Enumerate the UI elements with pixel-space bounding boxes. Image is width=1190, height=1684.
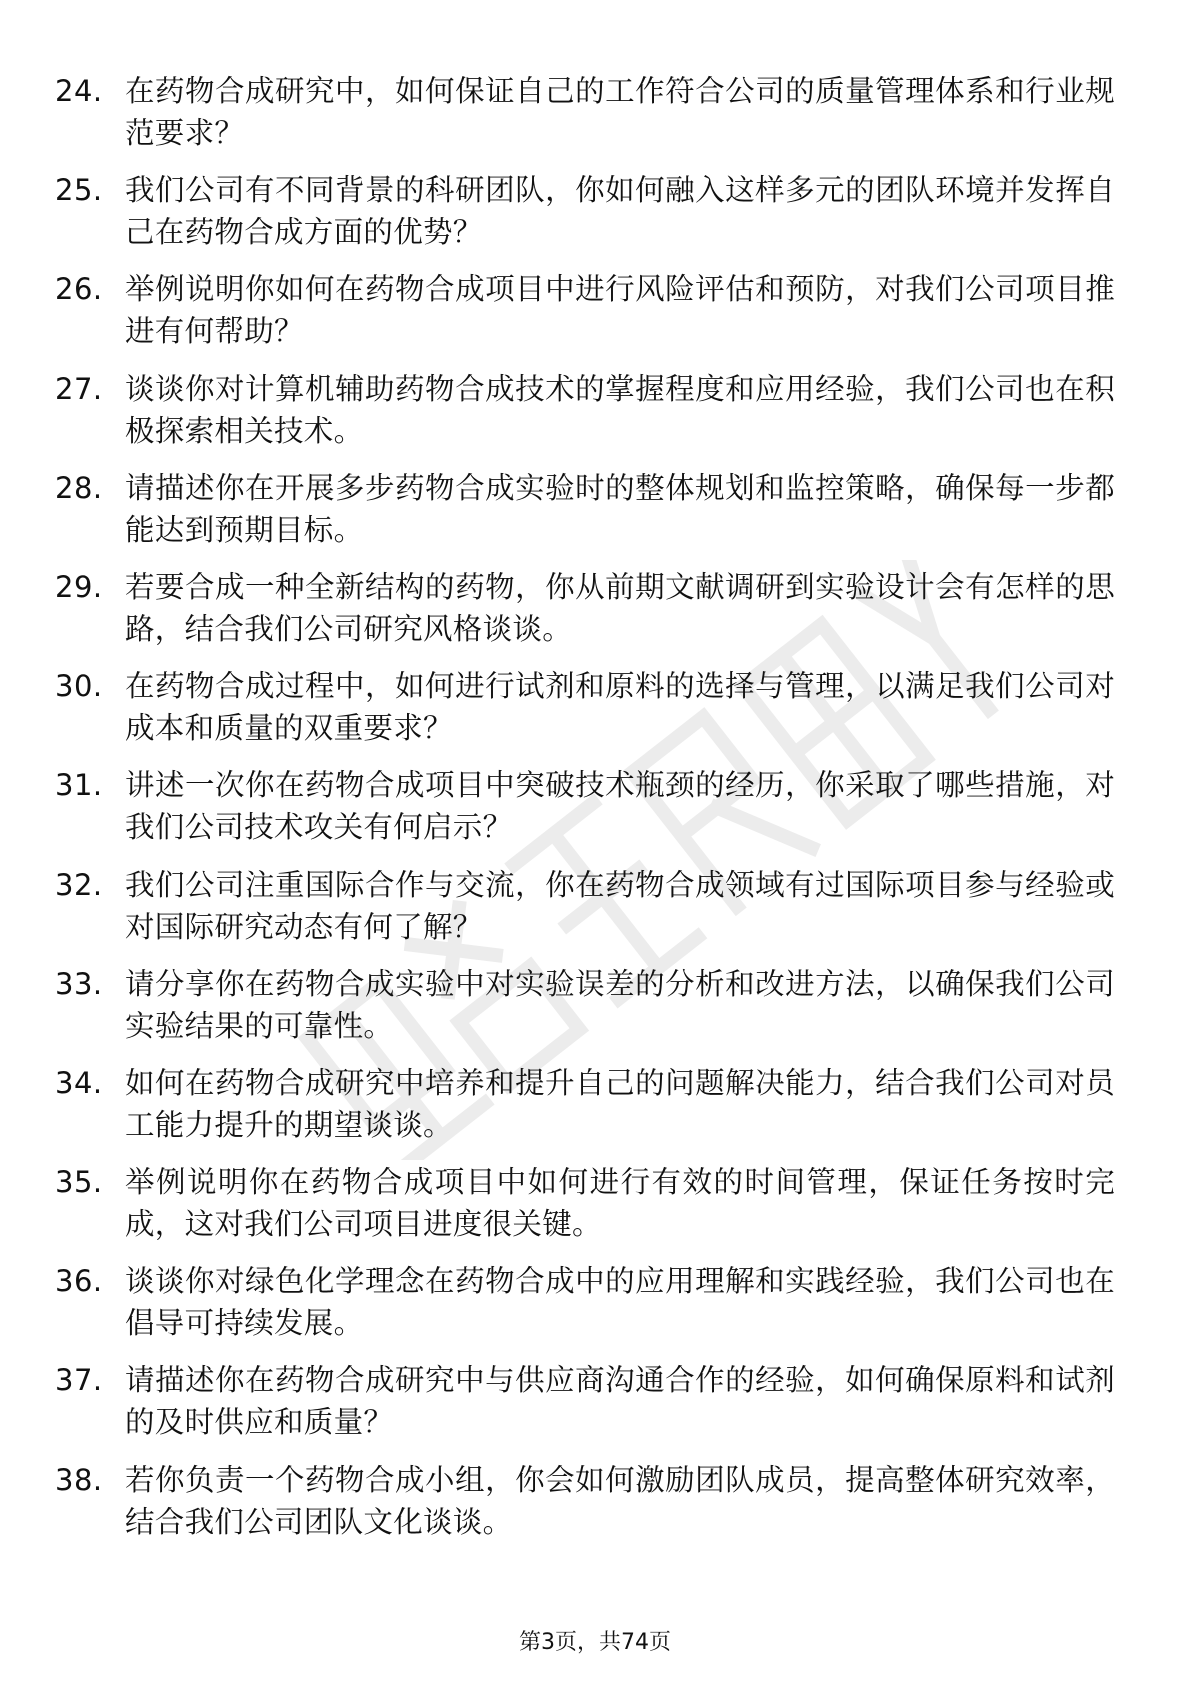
- question-number: 36.: [55, 1264, 103, 1299]
- question-number: 25.: [55, 173, 103, 208]
- list-item: [55, 1359, 1115, 1458]
- list-item: [55, 566, 1115, 665]
- list-item: [55, 70, 1115, 169]
- question-number: 35.: [55, 1165, 103, 1200]
- question-text: 举例说明你如何在药物合成项目中进行风险评估和预防，对我们公司项目推进有何帮助？: [125, 272, 1115, 349]
- question-number: 33.: [55, 966, 103, 1001]
- question-list: [55, 70, 1115, 1558]
- question-text: 请描述你在开展多步药物合成实验时的整体规划和监控策略，确保每一步都能达到预期目标。: [125, 470, 1115, 547]
- question-text: 在药物合成过程中，如何进行试剂和原料的选择与管理，以满足我们公司对成本和质量的双重要求？: [125, 669, 1115, 746]
- question-text: 讲述一次你在药物合成项目中突破技术瓶颈的经历，你采取了哪些措施，对我们公司技术攻关有何启示？: [125, 768, 1115, 845]
- question-text: 谈谈你对计算机辅助药物合成技术的掌握程度和应用经验，我们公司也在积极探索相关技术。: [125, 371, 1115, 448]
- list-item: [55, 1161, 1115, 1260]
- list-item: [55, 467, 1115, 566]
- list-item: [55, 368, 1115, 467]
- question-text: 若你负责一个药物合成小组，你会如何激励团队成员，提高整体研究效率，结合我们公司团队文化谈谈。: [125, 1462, 1115, 1539]
- question-number: 32.: [55, 867, 103, 902]
- question-number: 31.: [55, 768, 103, 803]
- list-item: [55, 764, 1115, 863]
- question-number: 27.: [55, 371, 103, 406]
- question-text: 我们公司注重国际合作与交流，你在药物合成领域有过国际项目参与经验或对国际研究动态有何了解？: [125, 867, 1115, 944]
- question-text: 谈谈你对绿色化学理念在药物合成中的应用理解和实践经验，我们公司也在倡导可持续发展。: [125, 1264, 1115, 1341]
- question-text: 请分享你在药物合成实验中对实验误差的分析和改进方法，以确保我们公司实验结果的可靠性。: [125, 966, 1115, 1043]
- question-number: 30.: [55, 669, 103, 704]
- question-number: 38.: [55, 1462, 103, 1497]
- question-text: 在药物合成研究中，如何保证自己的工作符合公司的质量管理体系和行业规范要求？: [125, 74, 1115, 150]
- list-item: [55, 1062, 1115, 1161]
- question-number: 29.: [55, 569, 103, 604]
- question-text: 如何在药物合成研究中培养和提升自己的问题解决能力，结合我们公司对员工能力提升的期望谈谈。: [125, 1065, 1115, 1142]
- question-number: 26.: [55, 272, 103, 307]
- list-item: [55, 963, 1115, 1062]
- list-item: [55, 1459, 1115, 1558]
- list-item: [55, 169, 1115, 268]
- list-item: [55, 665, 1115, 764]
- page-number-footer: 第3页，共74页: [519, 1630, 671, 1655]
- question-text: 我们公司有不同背景的科研团队，你如何融入这样多元的团队环境并发挥自己在药物合成方面的优势？: [125, 173, 1115, 250]
- question-number: 34.: [55, 1065, 103, 1100]
- question-text: 若要合成一种全新结构的药物，你从前期文献调研到实验设计会有怎样的思路，结合我们公司研究风格谈谈。: [125, 569, 1115, 646]
- list-item: [55, 1260, 1115, 1359]
- list-item: [55, 268, 1115, 367]
- question-number: 24.: [55, 74, 103, 108]
- question-text: 举例说明你在药物合成项目中如何进行有效的时间管理，保证任务按时完成，这对我们公司项目进度很关键。: [125, 1165, 1115, 1242]
- question-text: 请描述你在药物合成研究中与供应商沟通合作的经验，如何确保原料和试剂的及时供应和质量？: [125, 1363, 1115, 1440]
- list-item: [55, 864, 1115, 963]
- question-number: 28.: [55, 470, 103, 505]
- question-number: 37.: [55, 1363, 103, 1398]
